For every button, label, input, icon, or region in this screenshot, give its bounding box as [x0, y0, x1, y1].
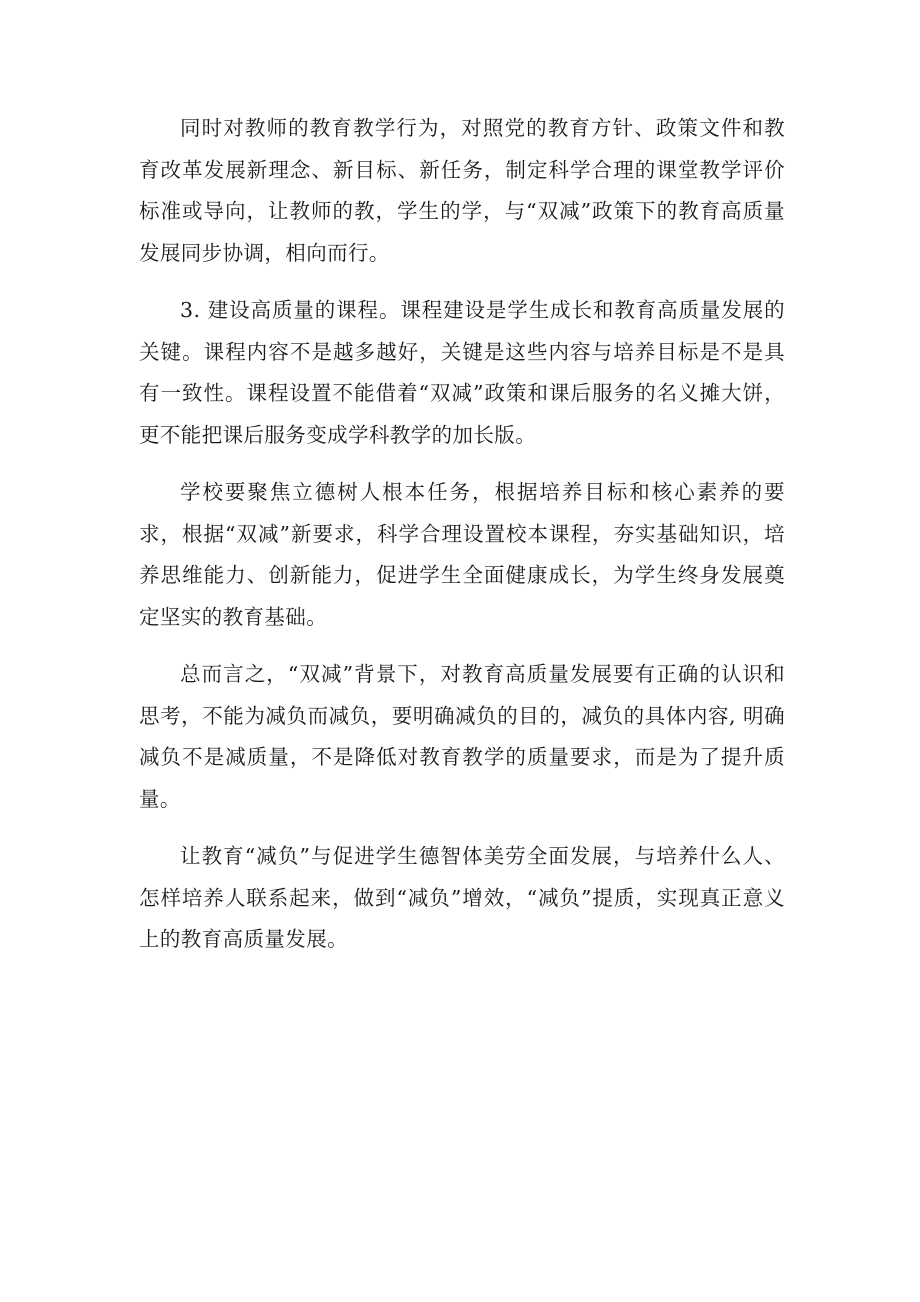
- paragraph-3: 学校要聚焦立德树人根本任务，根据培养目标和核心素养的要求，根据“双减”新要求，科学合理设置校本课程，夯实基础知识，培养思维能力、创新能力，促进学生全面健康成长，为学生终身发展奠定坚实的教育基础。: [139, 480, 785, 629]
- paragraph-1: 同时对教师的教育教学行为，对照党的教育方针、政策文件和教育改革发展新理念、新目标、新任务，制定科学合理的课堂教学评价标准或导向，让教师的教，学生的学，与“双减”政策下的教育高质量发展同步协调，相向而行。: [139, 116, 785, 265]
- document-body: [139, 108, 785, 977]
- paragraph-2: 3. 建设高质量的课程。课程建设是学生成长和教育高质量发展的关键。课程内容不是越多越好，关键是这些内容与培养目标是不是具有一致性。课程设置不能借着“双减”政策和课后服务的名义摊大饼，更不能把课后服务变成学科教学的加长版。: [139, 298, 785, 447]
- paragraph-4: 总而言之，“双减”背景下，对教育高质量发展要有正确的认识和思考，不能为减负而减负，要明确减负的目的，减负的具体内容, 明确减负不是减质量，不是降低对教育教学的质量要求，而是为了提升质量。: [139, 662, 785, 811]
- paragraph-5: 让教育“减负”与促进学生德智体美劳全面发展，与培养什么人、怎样培养人联系起来，做到“减负”增效，“减负”提质，实现真正意义上的教育高质量发展。: [139, 844, 785, 951]
